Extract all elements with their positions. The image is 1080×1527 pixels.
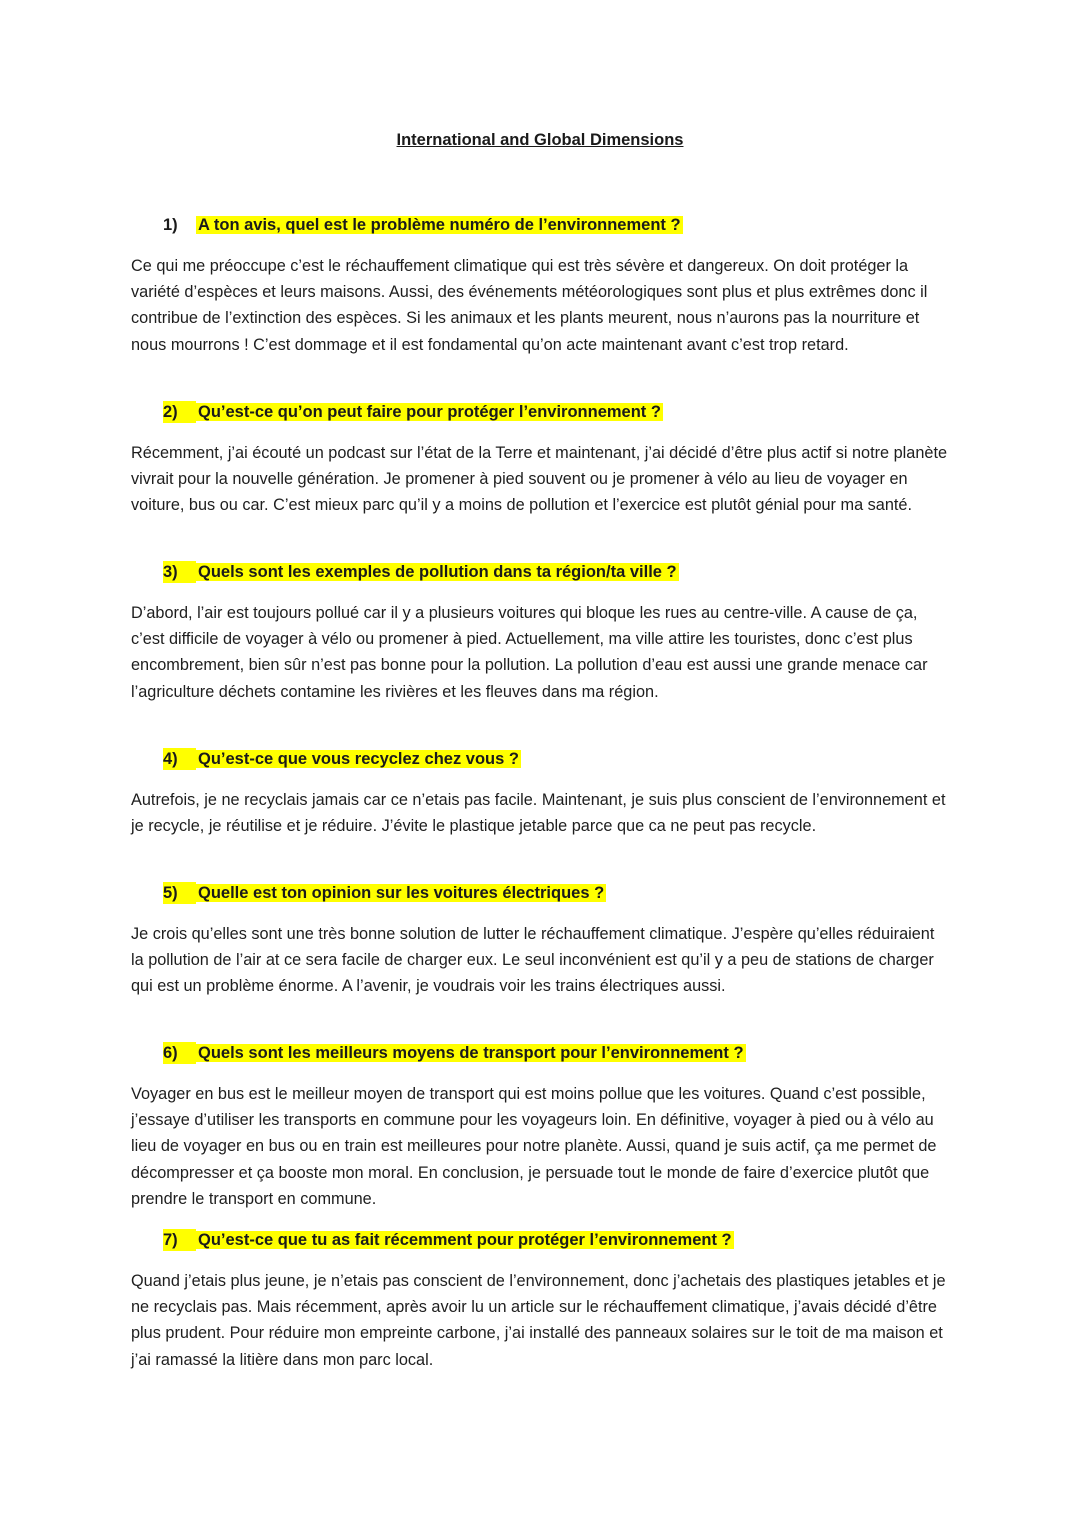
question-text: Qu’est-ce que tu as fait récemment pour protéger l’environnement ? xyxy=(198,1231,732,1249)
answer-2: Récemment, j’ai écouté un podcast sur l’état de la Terre et maintenant, j’ai décidé d’être plus actif si notre planète vivrait pour la nouvelle génération. Je promener à pied souvent ou je promener à vélo au lieu de voyager en voiture, bus ou car. C’est mieux parc qu’il y a moins de pollution et l’exercice est plutôt génial pour ma santé. xyxy=(131,444,948,515)
question-text: Quels sont les meilleurs moyens de transport pour l’environnement ? xyxy=(198,1044,744,1062)
question-text: Quels sont les exemples de pollution dans ta région/ta ville ? xyxy=(198,563,677,581)
question-number: 3) xyxy=(163,561,196,583)
question-number: 4) xyxy=(163,748,196,770)
question-5 xyxy=(163,882,606,904)
answer-3: D’abord, l’air est toujours pollué car il y a plusieurs voitures qui bloque les rues au centre-ville. A cause de ça, c’est difficile de voyager à vélo ou promener à pied. Actuellement, ma ville attire les touristes, donc c’est plus encombrement, bien sûr n’est pas bonne pour la pollution. La pollution d’eau est aussi une grande menace car l’agriculture déchets contamine les rivières et les fleuves dans ma région. xyxy=(131,604,928,701)
question-6 xyxy=(163,1042,746,1064)
question-text: A ton avis, quel est le problème numéro de l’environnement ? xyxy=(198,216,681,234)
question-text: Quelle est ton opinion sur les voitures électriques ? xyxy=(198,884,605,902)
question-number: 2) xyxy=(163,401,196,423)
question-7 xyxy=(163,1229,734,1251)
question-number: 5) xyxy=(163,882,196,904)
question-number: 6) xyxy=(163,1042,196,1064)
answer-7: Quand j’etais plus jeune, je n’etais pas conscient de l’environnement, donc j’achetais des plastiques jetables et je ne recyclais pas. Mais récemment, après avoir lu un article sur le réchauffement climatique, j’avais décidé d’être plus prudent. Pour réduire mon empreinte carbone, j’ai installé des panneaux solaires sur le toit de ma maison et j’ai ramassé la litière dans mon parc local. xyxy=(131,1272,946,1369)
answer-5: Je crois qu’elles sont une très bonne solution de lutter le réchauffement climatique. J’espère qu’elles réduiraient la pollution de l’air at ce sera facile de charger eux. Le seul inconvénient est qu’il y a peu de stations de charger qui est un problème énorme. A l’avenir, je voudrais voir les trains électriques aussi. xyxy=(131,925,935,996)
question-number: 1) xyxy=(163,216,178,234)
document-title: International and Global Dimensions xyxy=(396,131,684,149)
question-3 xyxy=(163,561,679,583)
question-number: 7) xyxy=(163,1229,196,1251)
question-2 xyxy=(163,401,663,423)
question-1 xyxy=(163,214,683,236)
answer-6: Voyager en bus est le meilleur moyen de transport qui est moins pollue que les voitures. Quand c’est possible, j’essaye d’utiliser les transports en commune pour les voyageurs loin. En définitive, voyager à pied ou à vélo au lieu de voyager en bus ou en train est meilleures pour notre planète. Aussi, quand je suis actif, ça me permet de décompresser et ça booste mon moral. En conclusion, je persuade tout le monde de faire d’exercice plutôt que prendre le transport en commune. xyxy=(131,1085,937,1208)
question-4 xyxy=(163,748,521,770)
answer-1: Ce qui me préoccupe c’est le réchauffement climatique qui est très sévère et dangereux. On doit protéger la variété d’espèces et leurs maisons. Aussi, des événements météorologiques sont plus et plus extrêmes donc il contribue de l’extinction des espèces. Si les animaux et les plants meurent, nous n’aurons pas la nourriture et nous mourrons ! C’est dommage et il est fondamental qu’on acte maintenant avant c’est trop retard. xyxy=(131,257,928,354)
question-text: Qu’est-ce qu’on peut faire pour protéger l’environnement ? xyxy=(198,403,661,421)
answer-4: Autrefois, je ne recyclais jamais car ce n’etais pas facile. Maintenant, je suis plus conscient de l’environnement et je recycle, je réutilise et je réduire. J’évite le plastique jetable parce que ca ne peut pas recycle. xyxy=(131,791,946,836)
question-text: Qu’est-ce que vous recyclez chez vous ? xyxy=(198,750,519,768)
